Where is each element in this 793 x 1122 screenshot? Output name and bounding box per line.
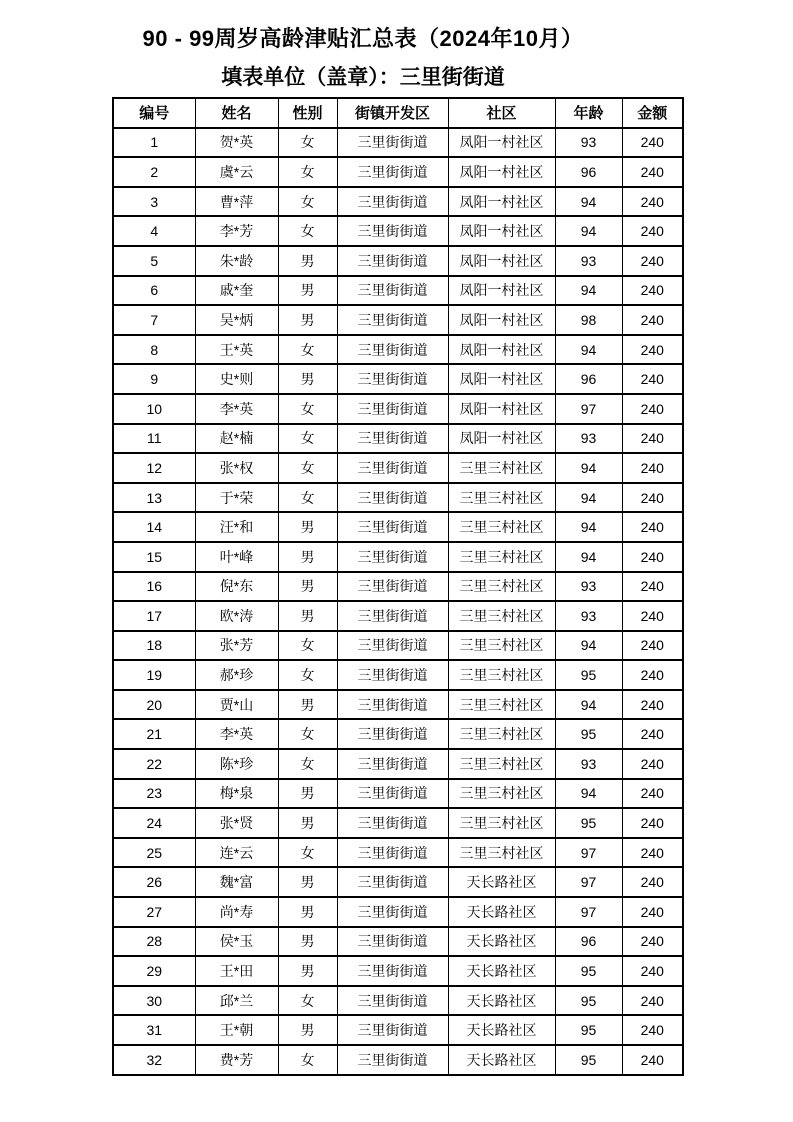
table-cell: 94: [555, 512, 622, 542]
table-cell: 三里街街道: [337, 897, 448, 927]
table-cell: 240: [622, 157, 683, 187]
table-cell: 郝*珍: [195, 660, 278, 690]
table-cell: 吴*炳: [195, 305, 278, 335]
table-row: [113, 246, 683, 276]
table-cell: 三里三村社区: [448, 808, 555, 838]
table-cell: 三里街街道: [337, 927, 448, 957]
table-cell: 240: [622, 512, 683, 542]
table-cell: 25: [113, 838, 195, 868]
table-cell: 凤阳一村社区: [448, 157, 555, 187]
table-cell: 女: [278, 631, 337, 661]
table-cell: 三里三村社区: [448, 542, 555, 572]
table-cell: 三里街街道: [337, 128, 448, 158]
table-cell: 天长路社区: [448, 956, 555, 986]
table-cell: 天长路社区: [448, 1015, 555, 1045]
table-row: [113, 808, 683, 838]
table-row: [113, 424, 683, 454]
table-cell: 96: [555, 364, 622, 394]
table-cell: 凤阳一村社区: [448, 276, 555, 306]
table-row: [113, 631, 683, 661]
table-cell: 12: [113, 453, 195, 483]
table-cell: 93: [555, 601, 622, 631]
table-cell: 女: [278, 838, 337, 868]
table-cell: 王*田: [195, 956, 278, 986]
table-cell: 三里三村社区: [448, 601, 555, 631]
table-cell: 6: [113, 276, 195, 306]
table-row: [113, 986, 683, 1016]
table-cell: 94: [555, 779, 622, 809]
table-cell: 女: [278, 453, 337, 483]
table-cell: 95: [555, 660, 622, 690]
table-row: [113, 956, 683, 986]
table-cell: 王*朝: [195, 1015, 278, 1045]
table-cell: 三里街街道: [337, 157, 448, 187]
table-cell: 贾*山: [195, 690, 278, 720]
table-cell: 19: [113, 660, 195, 690]
table-cell: 男: [278, 601, 337, 631]
page-title: 90 - 99周岁高龄津贴汇总表（2024年10月）: [142, 26, 584, 51]
table-row: [113, 719, 683, 749]
table-cell: 叶*峰: [195, 542, 278, 572]
table-row: [113, 1045, 683, 1075]
table-cell: 三里街街道: [337, 601, 448, 631]
table-cell: 男: [278, 867, 337, 897]
table-cell: 96: [555, 927, 622, 957]
table-cell: 女: [278, 719, 337, 749]
table-cell: 三里街街道: [337, 1015, 448, 1045]
table-cell: 三里三村社区: [448, 779, 555, 809]
table-cell: 94: [555, 631, 622, 661]
table-header-row: [113, 98, 683, 128]
table-cell: 男: [278, 276, 337, 306]
table-cell: 三里街街道: [337, 394, 448, 424]
table-cell: 1: [113, 128, 195, 158]
table-cell: 95: [555, 986, 622, 1016]
table-cell: 240: [622, 128, 683, 158]
table-cell: 三里三村社区: [448, 719, 555, 749]
table-cell: 94: [555, 690, 622, 720]
table-cell: 240: [622, 276, 683, 306]
table-cell: 男: [278, 897, 337, 927]
table-cell: 三里三村社区: [448, 660, 555, 690]
table-cell: 三里三村社区: [448, 483, 555, 513]
table-cell: 男: [278, 364, 337, 394]
table-cell: 94: [555, 335, 622, 365]
table-cell: 93: [555, 572, 622, 602]
table-row: [113, 749, 683, 779]
table-cell: 27: [113, 897, 195, 927]
table-cell: 凤阳一村社区: [448, 424, 555, 454]
table-cell: 97: [555, 394, 622, 424]
table-cell: 朱*龄: [195, 246, 278, 276]
table-cell: 李*英: [195, 394, 278, 424]
table-cell: 240: [622, 660, 683, 690]
table-cell: 240: [622, 1045, 683, 1075]
table-cell: 女: [278, 187, 337, 217]
column-header: 年龄: [555, 98, 622, 128]
table-cell: 三里三村社区: [448, 838, 555, 868]
table-cell: 240: [622, 453, 683, 483]
table-cell: 11: [113, 424, 195, 454]
table-cell: 三里街街道: [337, 335, 448, 365]
table-cell: 女: [278, 335, 337, 365]
table-cell: 三里街街道: [337, 453, 448, 483]
table-cell: 史*则: [195, 364, 278, 394]
table-cell: 李*英: [195, 719, 278, 749]
table-cell: 倪*东: [195, 572, 278, 602]
table-cell: 94: [555, 453, 622, 483]
table-cell: 32: [113, 1045, 195, 1075]
table-cell: 张*贤: [195, 808, 278, 838]
table-cell: 贺*英: [195, 128, 278, 158]
table-cell: 费*芳: [195, 1045, 278, 1075]
table-row: [113, 572, 683, 602]
table-cell: 15: [113, 542, 195, 572]
table-cell: 女: [278, 483, 337, 513]
table-cell: 三里街街道: [337, 424, 448, 454]
table-cell: 三里街街道: [337, 808, 448, 838]
table-cell: 三里街街道: [337, 572, 448, 602]
table-cell: 3: [113, 187, 195, 217]
table-cell: 邱*兰: [195, 986, 278, 1016]
table-cell: 95: [555, 1045, 622, 1075]
column-header: 姓名: [195, 98, 278, 128]
table-cell: 男: [278, 808, 337, 838]
table-cell: 女: [278, 157, 337, 187]
table-cell: 240: [622, 897, 683, 927]
table-cell: 18: [113, 631, 195, 661]
table-cell: 97: [555, 897, 622, 927]
table-row: [113, 512, 683, 542]
table-cell: 三里三村社区: [448, 690, 555, 720]
table-cell: 欧*涛: [195, 601, 278, 631]
table-cell: 240: [622, 483, 683, 513]
table-cell: 男: [278, 246, 337, 276]
table-cell: 汪*和: [195, 512, 278, 542]
table-cell: 女: [278, 749, 337, 779]
table-cell: 240: [622, 956, 683, 986]
table-cell: 虞*云: [195, 157, 278, 187]
table-cell: 凤阳一村社区: [448, 364, 555, 394]
table-cell: 31: [113, 1015, 195, 1045]
table-cell: 240: [622, 749, 683, 779]
table-cell: 张*权: [195, 453, 278, 483]
table-cell: 97: [555, 867, 622, 897]
table-row: [113, 690, 683, 720]
table-cell: 240: [622, 246, 683, 276]
table-cell: 男: [278, 956, 337, 986]
table-row: [113, 216, 683, 246]
table-cell: 94: [555, 187, 622, 217]
table-cell: 王*英: [195, 335, 278, 365]
table-row: [113, 927, 683, 957]
table-cell: 2: [113, 157, 195, 187]
table-cell: 21: [113, 719, 195, 749]
table-cell: 男: [278, 512, 337, 542]
table-cell: 93: [555, 128, 622, 158]
table-cell: 三里街街道: [337, 364, 448, 394]
table-row: [113, 660, 683, 690]
table-cell: 三里街街道: [337, 246, 448, 276]
table-cell: 240: [622, 779, 683, 809]
page-subtitle: 填表单位（盖章）：三里街街道: [221, 66, 505, 89]
table-row: [113, 838, 683, 868]
table-cell: 29: [113, 956, 195, 986]
table-cell: 天长路社区: [448, 927, 555, 957]
table-cell: 240: [622, 808, 683, 838]
table-cell: 93: [555, 424, 622, 454]
table-cell: 凤阳一村社区: [448, 128, 555, 158]
table-cell: 天长路社区: [448, 1045, 555, 1075]
table-cell: 凤阳一村社区: [448, 305, 555, 335]
table-cell: 95: [555, 1015, 622, 1045]
table-cell: 魏*富: [195, 867, 278, 897]
table-cell: 女: [278, 1045, 337, 1075]
table-cell: 三里三村社区: [448, 572, 555, 602]
subsidy-table: [112, 97, 684, 1076]
table-cell: 240: [622, 424, 683, 454]
table-cell: 三里街街道: [337, 838, 448, 868]
table-cell: 20: [113, 690, 195, 720]
table-cell: 凤阳一村社区: [448, 187, 555, 217]
table-cell: 240: [622, 305, 683, 335]
table-cell: 23: [113, 779, 195, 809]
table-row: [113, 453, 683, 483]
table-cell: 94: [555, 542, 622, 572]
table-row: [113, 897, 683, 927]
table-cell: 三里街街道: [337, 512, 448, 542]
table-cell: 女: [278, 128, 337, 158]
table-cell: 天长路社区: [448, 867, 555, 897]
table-cell: 于*荣: [195, 483, 278, 513]
table-cell: 240: [622, 187, 683, 217]
table-cell: 三里街街道: [337, 216, 448, 246]
table-cell: 三里街街道: [337, 631, 448, 661]
table-cell: 三里街街道: [337, 1045, 448, 1075]
table-cell: 30: [113, 986, 195, 1016]
table-cell: 9: [113, 364, 195, 394]
table-cell: 三里街街道: [337, 749, 448, 779]
table-row: [113, 542, 683, 572]
table-cell: 240: [622, 1015, 683, 1045]
table-cell: 三里街街道: [337, 719, 448, 749]
table-cell: 戚*奎: [195, 276, 278, 306]
table-cell: 凤阳一村社区: [448, 216, 555, 246]
table-cell: 凤阳一村社区: [448, 394, 555, 424]
table-cell: 95: [555, 719, 622, 749]
table-row: [113, 601, 683, 631]
table-cell: 17: [113, 601, 195, 631]
table-cell: 240: [622, 216, 683, 246]
table-row: [113, 335, 683, 365]
table-cell: 93: [555, 246, 622, 276]
table-cell: 陈*珍: [195, 749, 278, 779]
table-cell: 三里街街道: [337, 690, 448, 720]
table-cell: 张*芳: [195, 631, 278, 661]
table-cell: 24: [113, 808, 195, 838]
table-cell: 10: [113, 394, 195, 424]
table-cell: 女: [278, 216, 337, 246]
table-row: [113, 305, 683, 335]
table-cell: 22: [113, 749, 195, 779]
table-cell: 凤阳一村社区: [448, 246, 555, 276]
table-cell: 240: [622, 690, 683, 720]
table-cell: 240: [622, 986, 683, 1016]
table-cell: 凤阳一村社区: [448, 335, 555, 365]
table-cell: 男: [278, 779, 337, 809]
table-cell: 95: [555, 808, 622, 838]
table-cell: 240: [622, 364, 683, 394]
table-cell: 16: [113, 572, 195, 602]
table-cell: 三里三村社区: [448, 749, 555, 779]
table-cell: 240: [622, 542, 683, 572]
table-row: [113, 276, 683, 306]
table-cell: 天长路社区: [448, 897, 555, 927]
table-cell: 96: [555, 157, 622, 187]
table-cell: 13: [113, 483, 195, 513]
column-header: 社区: [448, 98, 555, 128]
table-cell: 三里街街道: [337, 986, 448, 1016]
table-cell: 三里街街道: [337, 956, 448, 986]
table-row: [113, 1015, 683, 1045]
table-cell: 男: [278, 1015, 337, 1045]
table-cell: 尚*寿: [195, 897, 278, 927]
table-cell: 240: [622, 867, 683, 897]
table-cell: 三里三村社区: [448, 453, 555, 483]
table-cell: 4: [113, 216, 195, 246]
table-cell: 26: [113, 867, 195, 897]
table-cell: 93: [555, 749, 622, 779]
table-cell: 240: [622, 572, 683, 602]
table-cell: 14: [113, 512, 195, 542]
table-cell: 天长路社区: [448, 986, 555, 1016]
table-cell: 男: [278, 690, 337, 720]
document-header: [0, 24, 726, 92]
table-cell: 三里街街道: [337, 305, 448, 335]
table-cell: 男: [278, 927, 337, 957]
table-cell: 94: [555, 483, 622, 513]
table-row: [113, 364, 683, 394]
table-cell: 94: [555, 276, 622, 306]
table-cell: 三里街街道: [337, 187, 448, 217]
table-cell: 梅*泉: [195, 779, 278, 809]
table-cell: 男: [278, 305, 337, 335]
table-cell: 98: [555, 305, 622, 335]
table-cell: 8: [113, 335, 195, 365]
table-cell: 李*芳: [195, 216, 278, 246]
table-cell: 三里三村社区: [448, 512, 555, 542]
table-cell: 28: [113, 927, 195, 957]
table-cell: 三里街街道: [337, 276, 448, 306]
table-row: [113, 867, 683, 897]
column-header: 金额: [622, 98, 683, 128]
table-cell: 连*云: [195, 838, 278, 868]
table-row: [113, 483, 683, 513]
table-cell: 240: [622, 631, 683, 661]
table-cell: 三里街街道: [337, 542, 448, 572]
table-cell: 侯*玉: [195, 927, 278, 957]
table-cell: 97: [555, 838, 622, 868]
column-header: 编号: [113, 98, 195, 128]
table-cell: 三里街街道: [337, 660, 448, 690]
table-row: [113, 128, 683, 158]
table-cell: 三里街街道: [337, 779, 448, 809]
table-cell: 三里街街道: [337, 483, 448, 513]
table-cell: 三里三村社区: [448, 631, 555, 661]
table-cell: 240: [622, 719, 683, 749]
table-cell: 7: [113, 305, 195, 335]
table-cell: 240: [622, 838, 683, 868]
table-cell: 女: [278, 660, 337, 690]
table-cell: 95: [555, 956, 622, 986]
table-cell: 三里街街道: [337, 867, 448, 897]
table-cell: 240: [622, 601, 683, 631]
table-row: [113, 187, 683, 217]
table-cell: 女: [278, 424, 337, 454]
column-header: 性别: [278, 98, 337, 128]
column-header: 街镇开发区: [337, 98, 448, 128]
table-cell: 曹*萍: [195, 187, 278, 217]
table-cell: 赵*楠: [195, 424, 278, 454]
table-cell: 240: [622, 335, 683, 365]
table-cell: 男: [278, 542, 337, 572]
table-cell: 94: [555, 216, 622, 246]
table-cell: 女: [278, 986, 337, 1016]
table-row: [113, 394, 683, 424]
table-row: [113, 157, 683, 187]
table-cell: 240: [622, 927, 683, 957]
table-cell: 240: [622, 394, 683, 424]
table-cell: 男: [278, 572, 337, 602]
table-row: [113, 779, 683, 809]
table-cell: 女: [278, 394, 337, 424]
table-cell: 5: [113, 246, 195, 276]
